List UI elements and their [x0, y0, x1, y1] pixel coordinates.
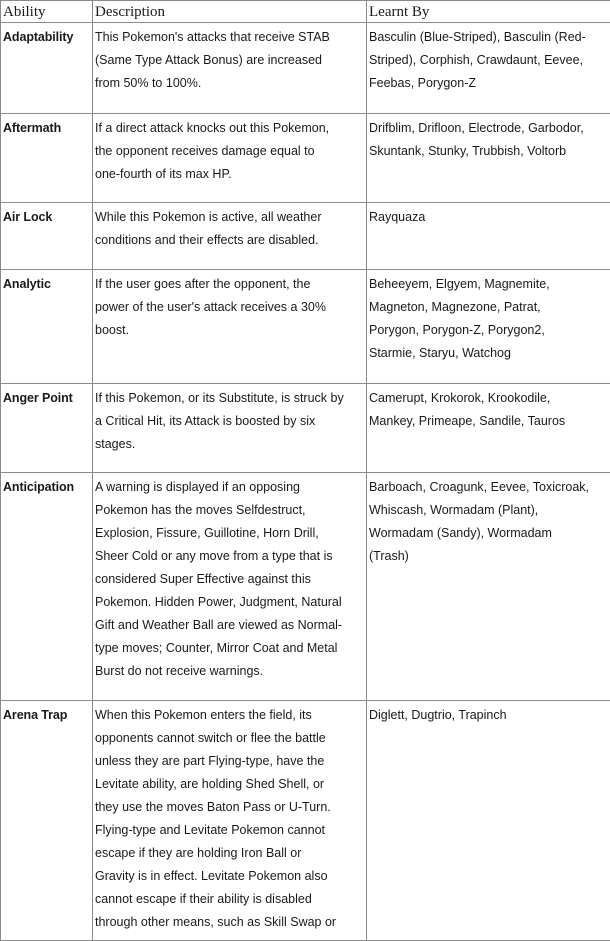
description-text: If this Pokemon, or its Substitute, is struck by a Critical Hit, its Attack is boosted by six stages. [95, 387, 364, 456]
ability-description [93, 23, 367, 114]
ability-description [93, 701, 367, 941]
learnt-by-text: Drifblim, Drifloon, Electrode, Garbodor, Skuntank, Stunky, Trubbish, Voltorb [369, 117, 608, 163]
learnt-by-text: Barboach, Croagunk, Eevee, Toxicroak, Whiscash, Wormadam (Plant), Wormadam (Sandy), Wormadam (Trash) [369, 476, 608, 568]
table-row [1, 203, 610, 270]
table-header [1, 1, 610, 23]
ability-name: Air Lock [1, 203, 93, 270]
ability-name: Aftermath [1, 114, 93, 203]
table-row [1, 23, 610, 114]
ability-name: Adaptability [1, 23, 93, 114]
learnt-by [367, 270, 610, 384]
table-row [1, 114, 610, 203]
header-ability: Ability [1, 1, 93, 23]
ability-description [93, 203, 367, 270]
ability-description [93, 473, 367, 701]
ability-name: Anticipation [1, 473, 93, 701]
table-row [1, 701, 610, 941]
learnt-by [367, 114, 610, 203]
description-text: A warning is displayed if an opposing Pokemon has the moves Selfdestruct, Explosion, Fissure, Guillotine, Horn Drill, Sheer Cold or any move from a type that is considered Super Effective against this Pokemon. Hidden Power, Judgment, Natural Gift and Weather Ball are viewed as Normal- type moves; Counter, Mirror Coat and Metal Burst do not receive warnings. [95, 476, 364, 683]
ability-description [93, 270, 367, 384]
header-description: Description [93, 1, 367, 23]
learnt-by [367, 701, 610, 941]
description-text: When this Pokemon enters the field, its opponents cannot switch or flee the battle unless they are part Flying-type, have the Levitate ability, are holding Shed Shell, or they use the moves Baton Pass or U-Turn. Flying-type and Levitate Pokemon cannot escape if they are holding Iron Ball or Gravity is in effect. Levitate Pokemon also cannot escape if their ability is disabled through other means, such as Skill Swap or [95, 704, 364, 934]
description-text: This Pokemon's attacks that receive STAB (Same Type Attack Bonus) are increased from 50% to 100%. [95, 26, 364, 95]
table-row [1, 473, 610, 701]
learnt-by-text: Diglett, Dugtrio, Trapinch [369, 704, 608, 727]
learnt-by [367, 23, 610, 114]
learnt-by-text: Camerupt, Krokorok, Krookodile, Mankey, Primeape, Sandile, Tauros [369, 387, 608, 433]
learnt-by [367, 473, 610, 701]
table-row [1, 384, 610, 473]
description-text: If a direct attack knocks out this Pokemon, the opponent receives damage equal to one-fourth of its max HP. [95, 117, 364, 186]
learnt-by-text: Beheeyem, Elgyem, Magnemite, Magneton, Magnezone, Patrat, Porygon, Porygon-Z, Porygon2, Starmie, Staryu, Watchog [369, 273, 608, 365]
ability-description [93, 114, 367, 203]
learnt-by [367, 384, 610, 473]
ability-description [93, 384, 367, 473]
description-text: While this Pokemon is active, all weather conditions and their effects are disabled. [95, 206, 364, 252]
learnt-by [367, 203, 610, 270]
table-body [1, 23, 610, 941]
ability-name: Arena Trap [1, 701, 93, 941]
description-text: If the user goes after the opponent, the power of the user's attack receives a 30% boost. [95, 273, 364, 342]
learnt-by-text: Rayquaza [369, 206, 608, 229]
ability-name: Analytic [1, 270, 93, 384]
table-row [1, 270, 610, 384]
ability-name: Anger Point [1, 384, 93, 473]
learnt-by-text: Basculin (Blue-Striped), Basculin (Red- Striped), Corphish, Crawdaunt, Eevee, Feebas, Porygon-Z [369, 26, 608, 95]
header-row [1, 1, 610, 23]
header-learnt-by: Learnt By [367, 1, 610, 23]
